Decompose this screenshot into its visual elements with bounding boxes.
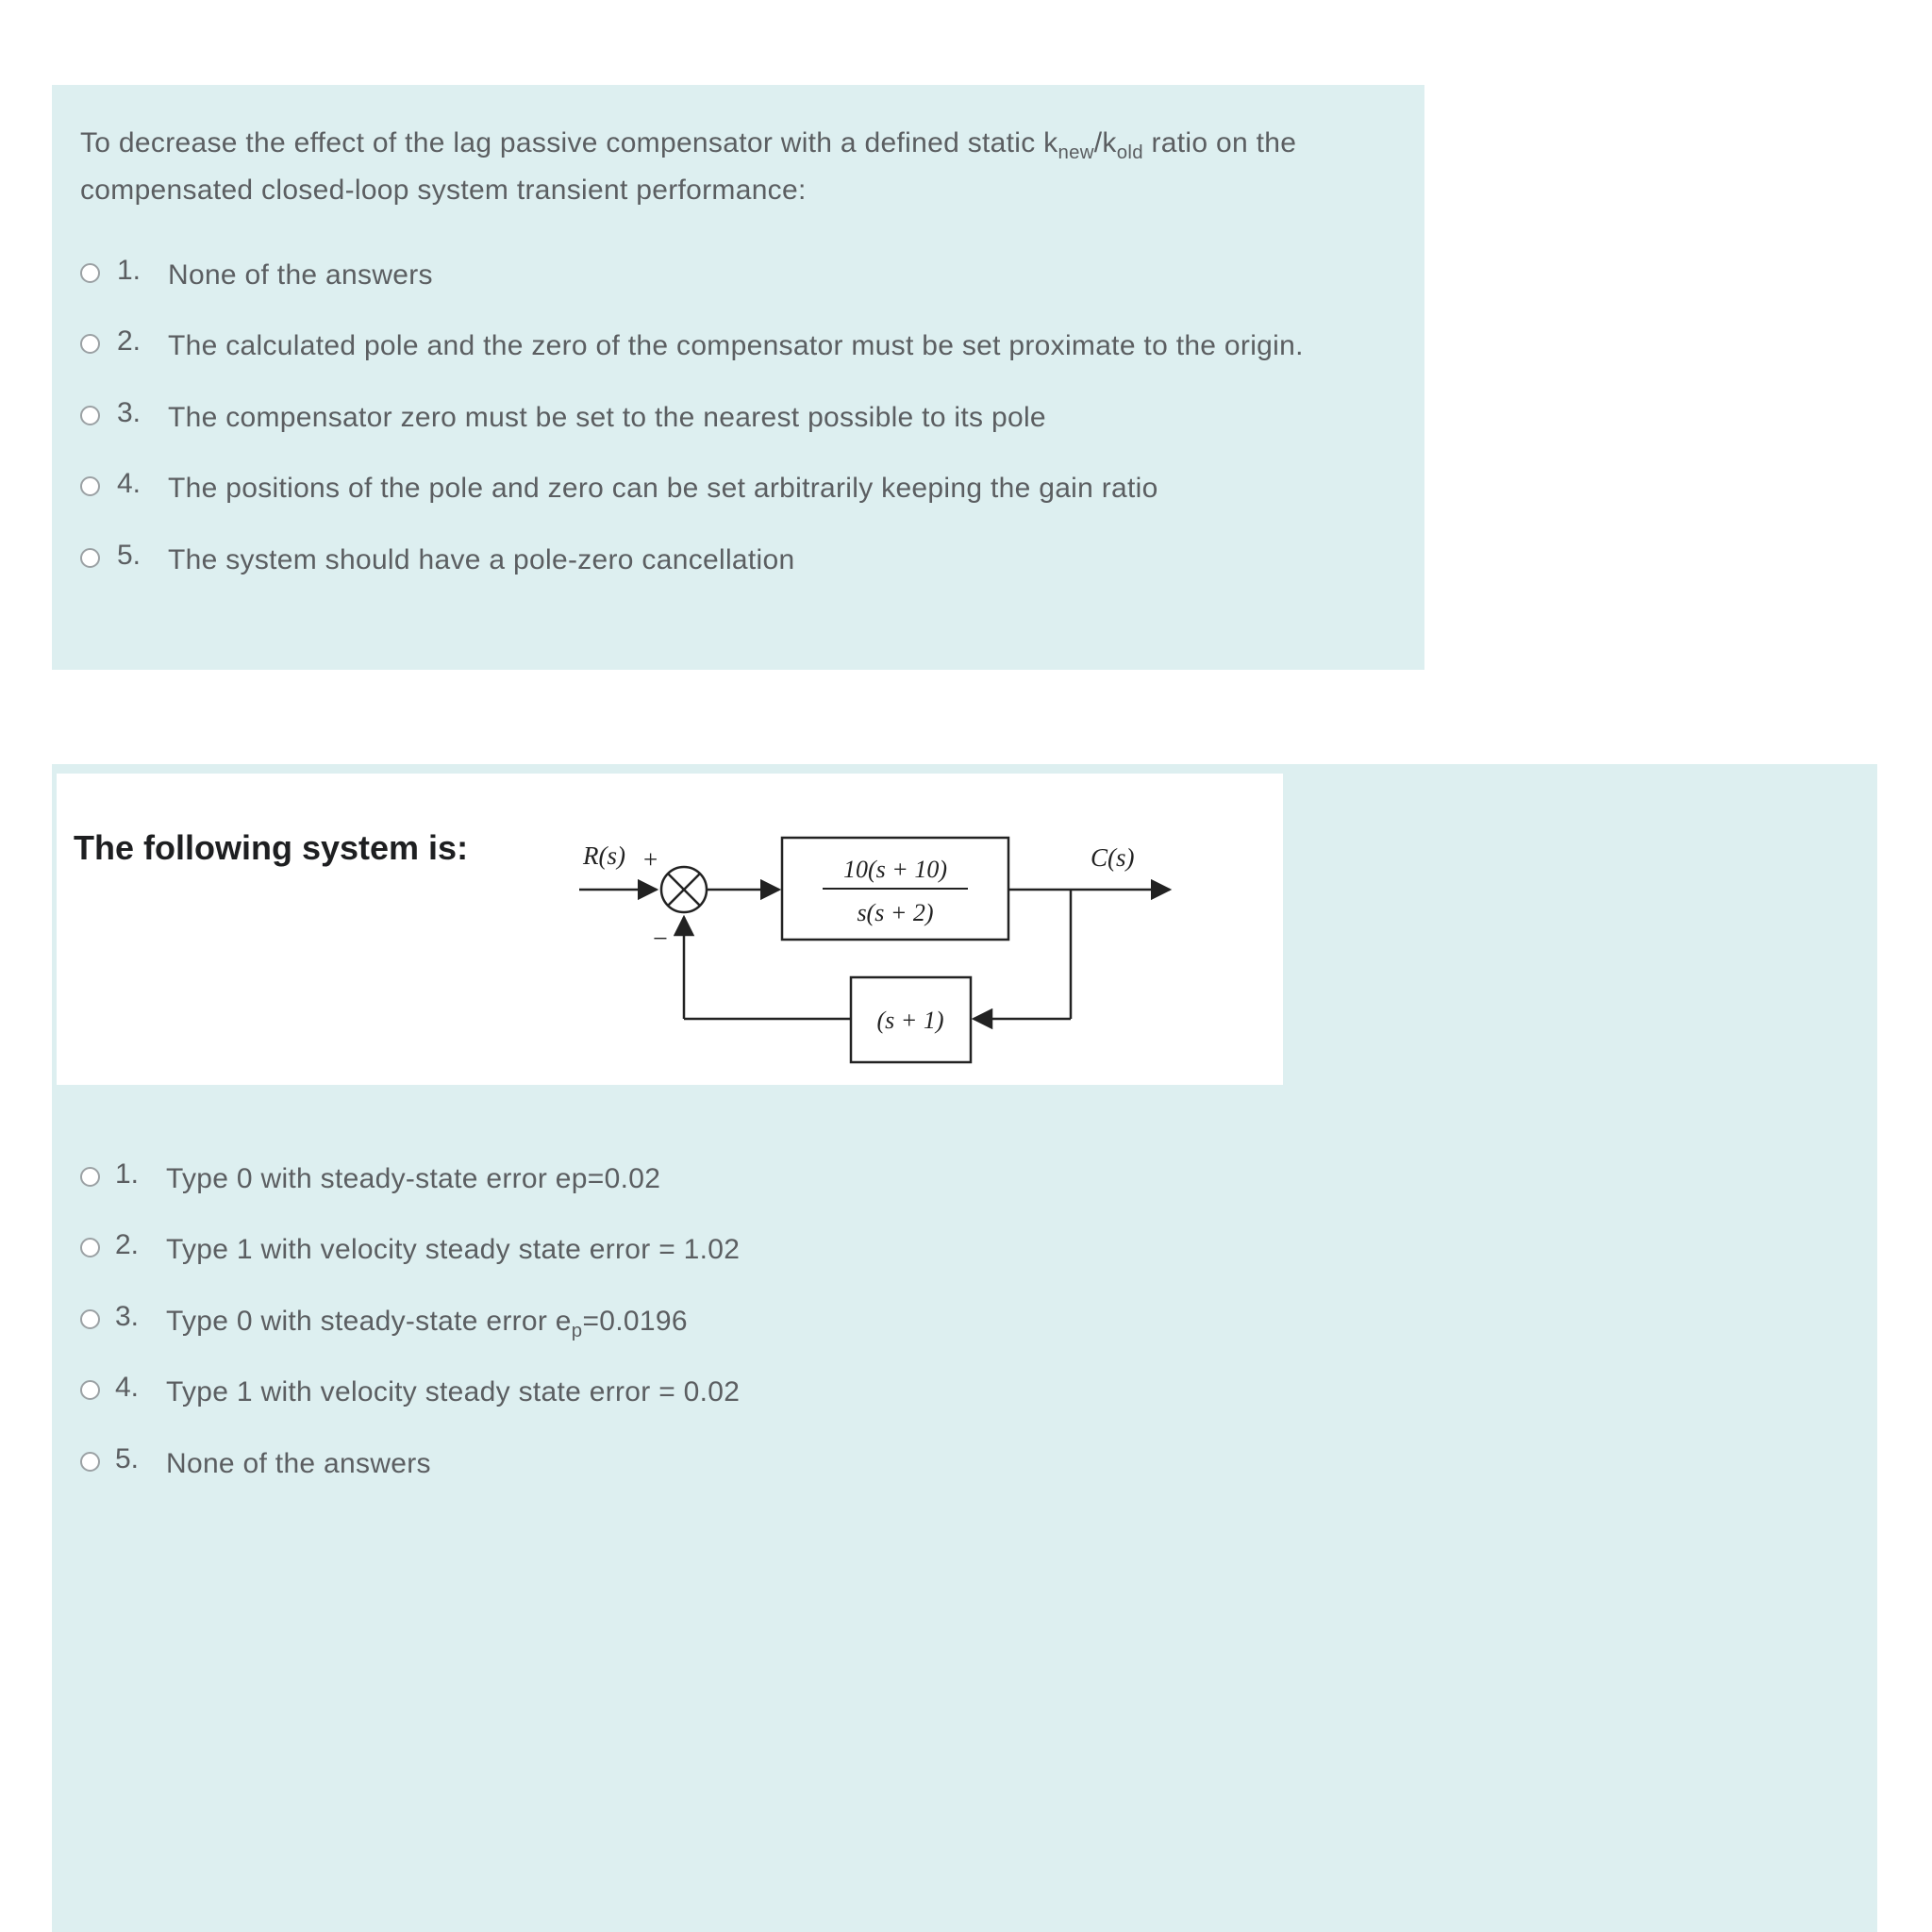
forward-block-denominator: s(s + 2) (857, 898, 934, 926)
question-2-heading: The following system is: (74, 827, 469, 867)
q1-option-row-2 (80, 325, 1379, 371)
option-number: 4. (117, 468, 142, 500)
question-1-text (80, 121, 1379, 213)
feedback-block-label: (s + 1) (876, 1006, 944, 1034)
option-number: 5. (117, 539, 142, 571)
q1-option-1-radio[interactable] (80, 263, 100, 283)
q2-option-row-1 (80, 1158, 1877, 1204)
option-text: None of the answers (166, 1447, 431, 1479)
q1-option-3-radio[interactable] (80, 406, 100, 425)
option-text: None of the answers (168, 258, 433, 291)
option-number: 4. (115, 1372, 140, 1404)
q2-option-2-radio[interactable] (80, 1238, 100, 1257)
option-number: 2. (115, 1229, 140, 1261)
option-text: The compensator zero must be set to the nearest possible to its pole (168, 401, 1046, 433)
option-text: Type 1 with velocity steady state error = 1.02 (166, 1234, 741, 1266)
question-1-text-after: ratio on the compensated closed-loop system transient performance: (80, 127, 1297, 207)
option-number: 2. (117, 325, 142, 358)
option-text: Type 0 with steady-state error $e_p=0.0196$ (166, 1305, 688, 1341)
q2-option-5-radio[interactable] (80, 1452, 100, 1472)
q2-option-row-3 (80, 1301, 1877, 1346)
question-card-1 (52, 85, 1424, 670)
q2-option-row-2 (80, 1229, 1877, 1274)
q2-option-row-4 (80, 1372, 1877, 1417)
option-number: 3. (117, 396, 142, 428)
q2-option-4-radio[interactable] (80, 1380, 100, 1400)
option-number: 1. (115, 1158, 140, 1190)
output-label: C(s) (1091, 842, 1135, 872)
question-1-sub-old: old (1116, 142, 1143, 163)
q2-option-row-5 (80, 1443, 1877, 1489)
q2-option-1-radio[interactable] (80, 1167, 100, 1187)
option-text: Type 1 with velocity steady state error = 0.02 (166, 1376, 741, 1408)
option-text: The positions of the pole and zero can be set arbitrarily keeping the gain ratio (168, 473, 1158, 505)
diagram-panel (57, 774, 1283, 1085)
option-text: The system should have a pole-zero cancellation (168, 543, 795, 575)
question-1-text-mid: /k (1093, 127, 1117, 158)
option-number: 3. (115, 1300, 140, 1332)
option-text: Type 0 with steady-state error ep=0.02 (166, 1162, 661, 1194)
option-text: The calculated pole and the zero of the compensator must be set proximate to the origin. (168, 330, 1304, 362)
plus-sign: + (643, 844, 658, 874)
q2-option-3-radio[interactable] (80, 1309, 100, 1329)
block-diagram (566, 800, 1217, 1083)
minus-sign: − (653, 924, 668, 954)
question-1-options-list (80, 255, 1379, 585)
q1-option-row-1 (80, 255, 1379, 300)
q1-option-5-radio[interactable] (80, 548, 100, 568)
option-number: 1. (117, 254, 142, 286)
question-2-options-list (80, 1158, 1877, 1489)
question-card-2 (52, 764, 1877, 1932)
input-label: R(s) (583, 841, 625, 870)
q1-option-4-radio[interactable] (80, 476, 100, 496)
question-1-sub-new: new (1058, 142, 1094, 163)
q1-option-2-radio[interactable] (80, 334, 100, 354)
question-1-text-before: To decrease the effect of the lag passive compensator with a defined static k (80, 127, 1058, 158)
q1-option-row-4 (80, 468, 1379, 513)
q1-option-row-5 (80, 540, 1379, 585)
option-number: 5. (115, 1442, 140, 1474)
forward-block-numerator: 10(s + 10) (843, 855, 947, 883)
q1-option-row-3 (80, 397, 1379, 442)
